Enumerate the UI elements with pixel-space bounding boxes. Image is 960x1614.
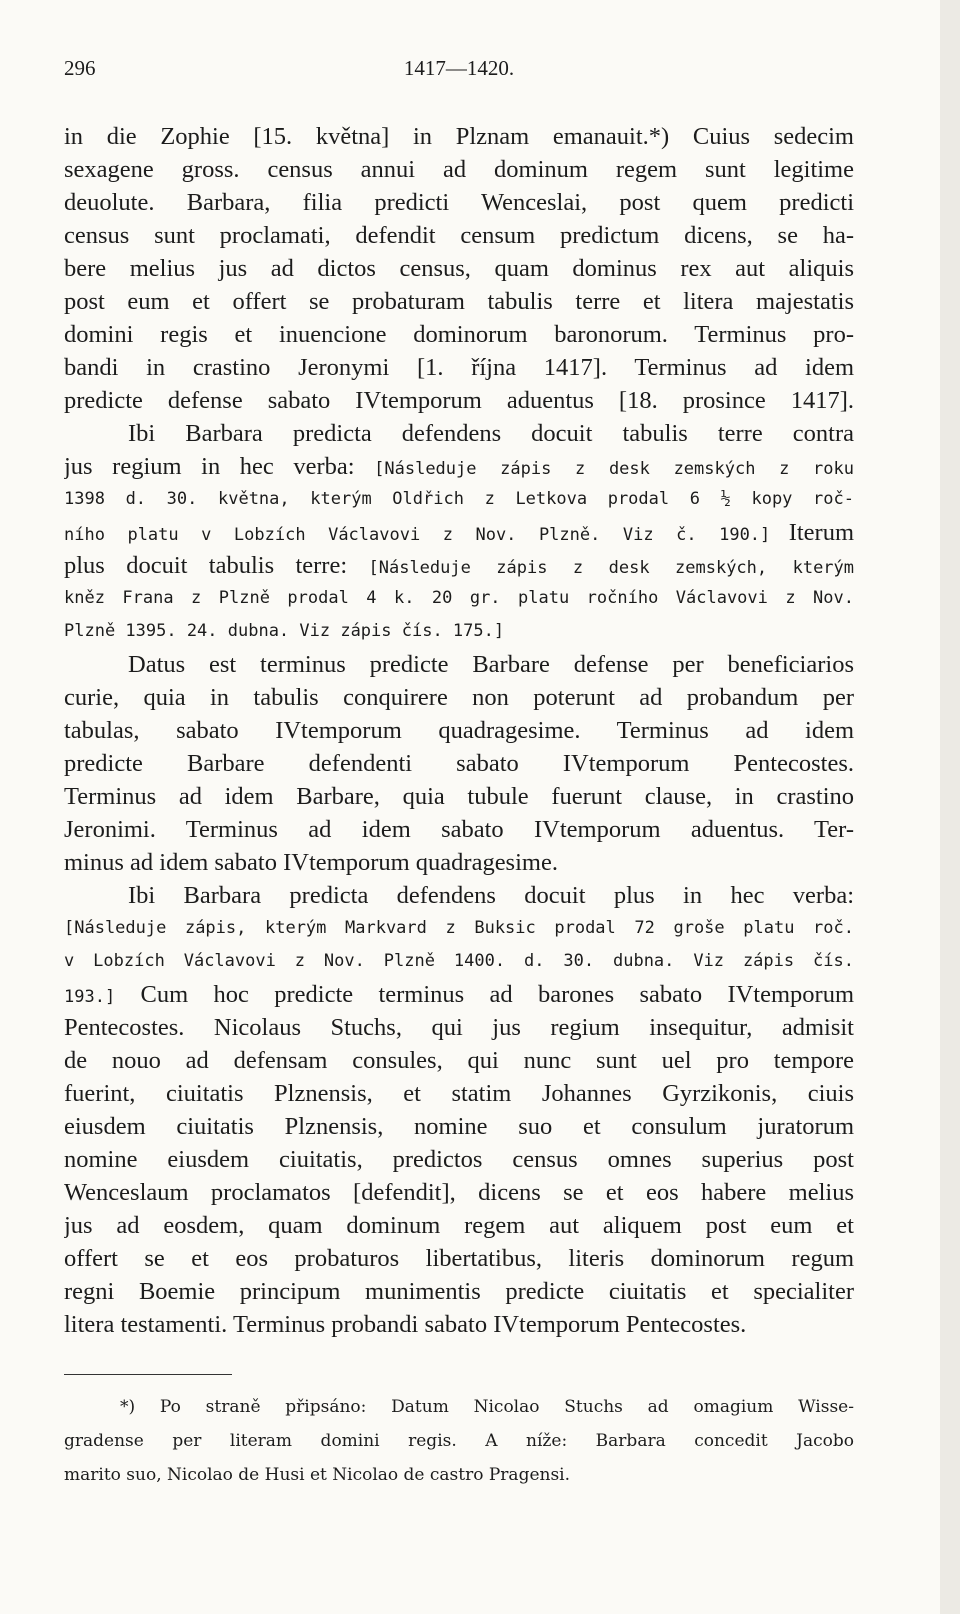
text-line: in die Zophie [15. května] in Plznam emanauit.*) Cuius sedecim xyxy=(64,123,854,150)
text-line: fuerint, ciuitatis Plznensis, et statim Johannes Gyrzikonis, ciuis xyxy=(64,1080,854,1107)
text-line: predicte Barbare defendenti sabato IVtemporum Pentecostes. xyxy=(64,750,854,777)
text-line: deuolute. Barbara, filia predicti Wenceslai, post quem predicti xyxy=(64,189,854,216)
text-line: Datus est terminus predicte Barbare defense per beneficiarios xyxy=(128,651,854,678)
czech-note-line: Plzně 1395. 24. dubna. Viz zápis čís. 175.] xyxy=(64,621,505,641)
text-line: bere melius jus ad dictos census, quam dominus rex aut aliquis xyxy=(64,255,854,282)
text-line: curie, quia in tabulis conquirere non poterunt ad probandum per xyxy=(64,684,854,711)
text-line: Terminus ad idem Barbare, quia tubule fuerunt clause, in crastino xyxy=(64,783,854,810)
czech-note-line: kněz Frana z Plzně prodal 4 k. 20 gr. platu ročního Václavovi z Nov. xyxy=(64,588,854,608)
page-edge xyxy=(940,0,960,1614)
footnotes xyxy=(64,1390,854,1492)
text-line: jus ad eosdem, quam dominum regem aut aliquem post eum et xyxy=(64,1212,854,1239)
text-line: post eum et offert se probaturam tabulis terre et litera majestatis xyxy=(64,288,854,315)
page-number: 296 xyxy=(64,56,96,80)
text-line: minus ad idem sabato IVtemporum quadragesime. xyxy=(64,849,558,876)
text-line: Ibi Barbara predicta defendens docuit tabulis terre contra xyxy=(128,420,854,447)
text-line: Pentecostes. Nicolaus Stuchs, qui jus regium insequitur, admisit xyxy=(64,1014,854,1041)
text-line: predicte defense sabato IVtemporum aduentus [18. prosince 1417]. xyxy=(64,387,854,414)
text-line: tabulas, sabato IVtemporum quadragesime. Terminus ad idem xyxy=(64,717,854,744)
text-line: eiusdem ciuitatis Plznensis, nomine suo et consulum juratorum xyxy=(64,1113,854,1140)
text-line xyxy=(64,549,854,582)
text-line: de nouo ad defensam consules, qui nunc sunt uel pro tempore xyxy=(64,1047,854,1074)
latin-text: Cum hoc predicte terminus ad barones sabato IVtemporum xyxy=(140,981,854,1008)
text-line xyxy=(64,450,854,483)
text-line: Wenceslaum proclamatos [defendit], dicens se et eos habere melius xyxy=(64,1179,854,1206)
latin-text: Iterum xyxy=(788,519,854,546)
text-line: bandi in crastino Jeronymi [1. října 1417]. Terminus ad idem xyxy=(64,354,854,381)
czech-note-line: [Následuje zápis, kterým Markvard z Buksic prodal 72 groše platu roč. xyxy=(64,918,854,938)
footnote-line: gradense per literam domini regis. A níže: Barbara concedit Jacobo xyxy=(64,1431,854,1451)
latin-text: plus docuit tabulis terre: xyxy=(64,552,348,579)
czech-note: 193.] xyxy=(64,987,116,1007)
czech-note: [Následuje zápis z desk zemských, kterým xyxy=(368,558,854,578)
main-text xyxy=(64,120,854,1341)
text-line: census sunt proclamati, defendit censum predictum dicens, se ha- xyxy=(64,222,854,249)
text-line: regni Boemie principum munimentis predicte ciuitatis et specialiter xyxy=(64,1278,854,1305)
running-head: 1417—1420. xyxy=(403,56,515,80)
footnote-line: *) Po straně připsáno: Datum Nicolao Stuchs ad omagium Wisse- xyxy=(120,1397,854,1417)
czech-note: [Následuje zápis z desk zemských z roku xyxy=(374,459,854,479)
footnote-divider xyxy=(64,1374,232,1375)
text-line xyxy=(64,516,854,549)
czech-note: ního platu v Lobzích Václavovi z Nov. Plzně. Viz č. 190.] xyxy=(64,525,771,545)
latin-text: jus regium in hec verba: xyxy=(64,453,355,480)
czech-note-line: v Lobzích Václavovi z Nov. Plzně 1400. d. 30. dubna. Viz zápis čís. xyxy=(64,951,854,971)
footnote-line: marito suo, Nicolao de Husi et Nicolao de castro Pragensi. xyxy=(64,1465,571,1485)
page-header xyxy=(64,56,854,86)
czech-note-line: 1398 d. 30. května, kterým Oldřich z Letkova prodal 6 ½ kopy roč- xyxy=(64,489,854,509)
text-line: Ibi Barbara predicta defendens docuit plus in hec verba: xyxy=(128,882,854,909)
text-line: nomine eiusdem ciuitatis, predictos census omnes superius post xyxy=(64,1146,854,1173)
text-line: offert se et eos probaturos libertatibus, literis dominorum regum xyxy=(64,1245,854,1272)
text-line: domini regis et inuencione dominorum baronorum. Terminus pro- xyxy=(64,321,854,348)
text-line: Jeronimi. Terminus ad idem sabato IVtemporum aduentus. Ter- xyxy=(64,816,854,843)
text-line: sexagene gross. census annui ad dominum regem sunt legitime xyxy=(64,156,854,183)
text-line: litera testamenti. Terminus probandi sabato IVtemporum Pentecostes. xyxy=(64,1311,747,1338)
text-line xyxy=(64,978,854,1011)
